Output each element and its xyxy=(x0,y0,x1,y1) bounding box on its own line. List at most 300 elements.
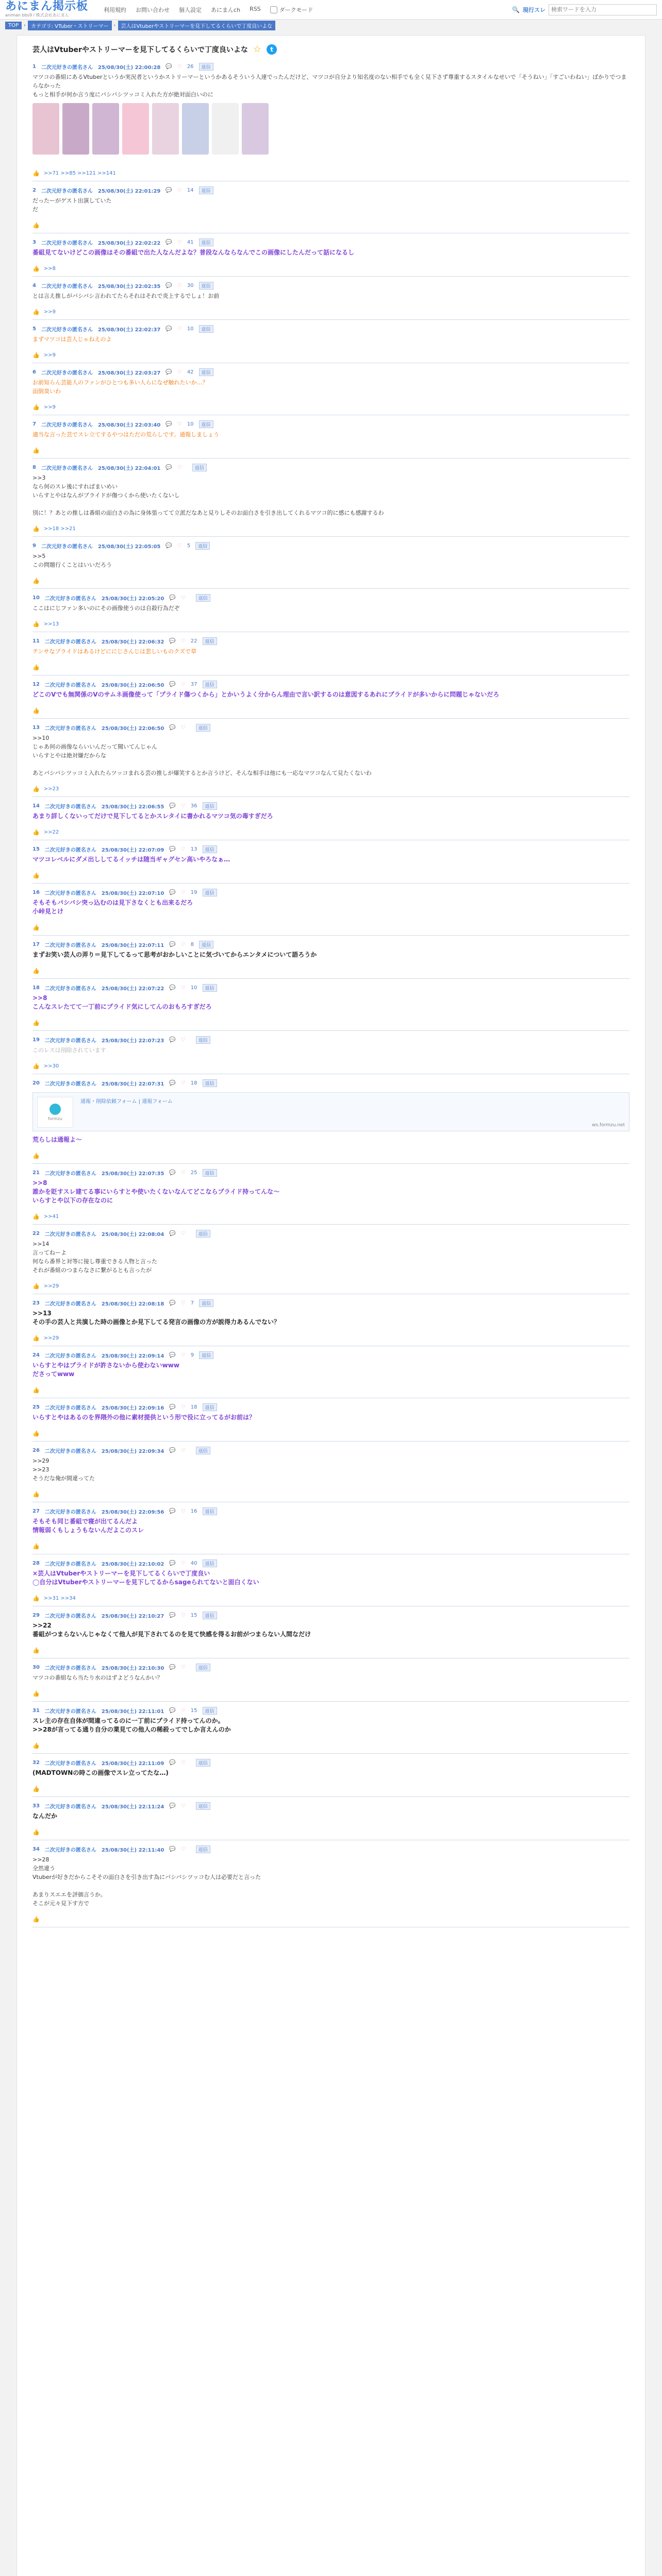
good-heart-icon[interactable]: ♡ xyxy=(180,1665,186,1670)
good-heart-icon[interactable]: ♡ xyxy=(177,369,182,375)
main-nav xyxy=(104,6,512,14)
post-number[interactable]: 12 xyxy=(32,682,40,687)
good-heart-icon[interactable]: ♡ xyxy=(180,890,186,895)
post xyxy=(32,797,630,840)
thumbs-up-icon[interactable]: 👍 xyxy=(32,578,40,584)
post xyxy=(32,936,630,979)
thumbs-up-icon[interactable]: 👍 xyxy=(32,621,40,628)
post-date: 25/08/30(土) 22:06:50 xyxy=(101,726,164,732)
post-number[interactable]: 10 xyxy=(32,595,40,601)
reply-button[interactable]: 返信 xyxy=(199,1351,213,1359)
good-heart-icon[interactable]: ♡ xyxy=(177,465,182,470)
reply-count-icon: 💬 xyxy=(166,465,172,470)
post-body: >>22 番組がつまらないんじゃなくて他人が見下されてるのを見て快感を得るお前がつまらない人間なだけ xyxy=(32,1622,311,1638)
thumbs-up-icon[interactable]: 👍 xyxy=(32,1335,40,1342)
post-body: そもそもバシバシ突っ込むのは見下さなくとも出来るだろ 小峠見とけ xyxy=(32,899,193,915)
reply-button[interactable]: 返信 xyxy=(203,1169,217,1177)
post-body: あまり詳しくないってだけで見下してるとかスレタイに書かれるマツコ気の毒すぎだろ xyxy=(32,812,273,820)
reply-button[interactable]: 返信 xyxy=(196,724,210,732)
post-date: 25/08/30(土) 22:09:14 xyxy=(101,1353,164,1359)
good-heart-icon[interactable]: ♡ xyxy=(180,1613,186,1618)
logo-subtitle: animan bbs9 / 株式会社あにまん xyxy=(5,13,69,18)
post-number[interactable]: 14 xyxy=(32,803,40,809)
post-author: 二次元好きの匿名さん xyxy=(41,466,93,471)
reply-count-icon: 💬 xyxy=(169,985,176,991)
favorite-star-icon[interactable]: ☆ xyxy=(253,44,262,55)
good-heart-icon[interactable]: ♡ xyxy=(180,1448,186,1453)
post-body: とは言え推しがバシバシ言われてたらそれはそれで炎上するでしょ！お前 xyxy=(32,293,220,299)
post-footer xyxy=(32,707,630,714)
good-heart-icon[interactable]: ♡ xyxy=(177,64,182,70)
post-author: 二次元好きの匿名さん xyxy=(44,1405,96,1411)
post-body: どこのVでも無関係のVのサムネ画像使って「プライド傷つくから」とかいうよく分からん理由で言い訳するのは意図するあれにプライドが多いからに問題じゃないだろ xyxy=(32,691,500,698)
reply-count-icon: 💬 xyxy=(166,64,172,70)
post-body: >>28 全然違う Vtuberが好きだからこそその面白さを引き出す為にバシバシツッコむ人は必要だと言った あまりスエエを評価言うか。 そこが元々見下す方で xyxy=(32,1856,261,1907)
post-number[interactable]: 17 xyxy=(32,942,40,947)
good-count: 40 xyxy=(190,1561,197,1566)
op-image[interactable] xyxy=(62,103,89,155)
reply-anchors[interactable]: >>8 xyxy=(43,266,56,272)
post-number[interactable]: 32 xyxy=(32,1760,40,1766)
reply-anchors[interactable]: >>18 >>21 xyxy=(43,526,76,532)
good-count: 18 xyxy=(190,1080,197,1086)
reply-anchors[interactable]: >>29 xyxy=(43,1283,59,1289)
breadcrumb-top[interactable]: TOP xyxy=(5,22,22,29)
thumbs-up-icon[interactable]: 👍 xyxy=(32,404,40,411)
post-body: 適当な言った芸でスレ立てするやつはただの荒らしです。通報しましょう xyxy=(32,431,220,438)
reply-button[interactable]: 返信 xyxy=(199,941,213,948)
reply-button[interactable]: 返信 xyxy=(203,889,217,896)
post-date: 25/08/30(土) 22:07:31 xyxy=(101,1081,164,1087)
reply-count-icon: 💬 xyxy=(166,543,172,549)
reply-button[interactable]: 返信 xyxy=(203,802,217,810)
thumbs-up-icon[interactable]: 👍 xyxy=(32,170,40,177)
reply-anchors[interactable]: >>9 xyxy=(43,309,56,315)
post-header xyxy=(32,239,630,246)
post-number[interactable]: 16 xyxy=(32,890,40,895)
thumbs-up-icon[interactable]: 👍 xyxy=(32,1020,40,1026)
post-date: 25/08/30(土) 22:06:50 xyxy=(101,683,164,688)
post-number[interactable]: 5 xyxy=(32,326,36,332)
search-scope[interactable]: 現行スレ xyxy=(523,6,545,13)
reply-anchors[interactable]: >>71 >>85 >>121 >>141 xyxy=(43,171,116,176)
thumbs-up-icon[interactable]: 👍 xyxy=(32,352,40,359)
twitter-share-icon[interactable]: t xyxy=(267,44,277,55)
post-number[interactable]: 24 xyxy=(32,1352,40,1358)
reply-button[interactable]: 返信 xyxy=(203,845,217,853)
post-footer xyxy=(32,404,630,411)
reply-button[interactable]: 返信 xyxy=(203,681,217,688)
post-number[interactable]: 19 xyxy=(32,1037,40,1043)
card-domain: ws.formzu.net xyxy=(592,1123,625,1128)
reply-count-icon: 💬 xyxy=(169,725,176,731)
post-author: 二次元好きの匿名さん xyxy=(44,1562,96,1567)
good-count: 9 xyxy=(190,1352,194,1358)
post-number[interactable]: 9 xyxy=(32,543,36,549)
reply-button[interactable]: 返信 xyxy=(203,1507,217,1515)
thumbs-up-icon[interactable]: 👍 xyxy=(32,222,40,229)
site-logo[interactable] xyxy=(5,1,88,18)
good-heart-icon[interactable]: ♡ xyxy=(180,638,186,644)
post-author: 二次元好きの匿名さん xyxy=(44,1232,96,1238)
breadcrumb-category[interactable]: カテゴリ: VTuber・ストリーマー xyxy=(28,21,112,30)
post-header xyxy=(32,1036,630,1044)
post-number[interactable]: 15 xyxy=(32,846,40,852)
post xyxy=(32,1606,630,1658)
thumbs-up-icon[interactable]: 👍 xyxy=(32,1283,40,1290)
thumbs-up-icon[interactable]: 👍 xyxy=(32,968,40,974)
breadcrumb-separator-icon: › xyxy=(113,22,116,28)
thumbs-up-icon[interactable]: 👍 xyxy=(32,1491,40,1498)
post xyxy=(32,320,630,363)
post-number[interactable]: 29 xyxy=(32,1613,40,1618)
post-number[interactable]: 30 xyxy=(32,1665,40,1670)
post-number[interactable]: 2 xyxy=(32,188,36,193)
post-body: まずお笑い芸人の弄り＝見下してるって思考がおかしいことに気づいてからエンタメについて語ろうか xyxy=(32,951,317,958)
post-footer xyxy=(32,222,630,229)
post-header xyxy=(32,420,630,428)
op-image[interactable] xyxy=(92,103,119,155)
post-footer xyxy=(32,447,630,454)
reply-button[interactable]: 返信 xyxy=(203,1079,217,1087)
thumbs-up-icon[interactable]: 👍 xyxy=(32,1595,40,1602)
reply-button[interactable]: 返信 xyxy=(196,1845,210,1853)
good-heart-icon[interactable]: ♡ xyxy=(180,725,186,731)
reply-button[interactable]: 返信 xyxy=(196,1447,210,1454)
reply-anchors[interactable]: >>31 >>34 xyxy=(43,1596,76,1601)
thumbs-up-icon[interactable]: 👍 xyxy=(32,447,40,454)
thumbs-up-icon[interactable]: 👍 xyxy=(32,309,40,315)
thumbs-up-icon[interactable]: 👍 xyxy=(32,1690,40,1697)
post-header xyxy=(32,1447,630,1454)
post-date: 25/08/30(土) 22:09:56 xyxy=(101,1510,164,1515)
post-footer xyxy=(32,1690,630,1697)
post-number[interactable]: 18 xyxy=(32,985,40,991)
thumbs-up-icon[interactable]: 👍 xyxy=(32,664,40,671)
reply-count-icon: 💬 xyxy=(169,846,176,852)
good-heart-icon[interactable]: ♡ xyxy=(180,1708,186,1714)
good-heart-icon[interactable]: ♡ xyxy=(177,188,182,193)
post-number[interactable]: 25 xyxy=(32,1404,40,1410)
reply-anchors[interactable]: >>41 xyxy=(43,1214,59,1219)
post xyxy=(32,1502,630,1554)
post-number[interactable]: 34 xyxy=(32,1846,40,1852)
post-author: 二次元好きの匿名さん xyxy=(44,1038,96,1044)
post-date: 25/08/30(土) 22:02:35 xyxy=(97,284,161,290)
thumbs-up-icon[interactable]: 👍 xyxy=(32,1213,40,1220)
post-footer xyxy=(32,1063,630,1070)
op-image[interactable] xyxy=(182,103,209,155)
good-heart-icon[interactable]: ♡ xyxy=(180,803,186,809)
post-body: 番組見てないけどこの画像はその番組で出た人なんだよな？普段なんならなんでこの画像にしたんだって話になるし xyxy=(32,249,355,256)
post-body: いらすとやはあるのを界隈外の他に素材提供という形で役に立ってるがお前は？ xyxy=(32,1414,256,1421)
reply-button[interactable]: 返信 xyxy=(196,1664,210,1671)
post-author: 二次元好きの匿名さん xyxy=(44,683,96,688)
post-author: 二次元好きの匿名さん xyxy=(44,1761,96,1767)
reply-anchors[interactable]: >>9 xyxy=(43,404,56,410)
post-author: 二次元好きの匿名さん xyxy=(44,1353,96,1359)
post-header xyxy=(32,542,630,550)
thumbs-up-icon[interactable]: 👍 xyxy=(32,924,40,931)
good-count: 25 xyxy=(190,1170,197,1176)
post-author: 二次元好きの匿名さん xyxy=(44,726,96,732)
post-header xyxy=(32,1169,630,1177)
good-heart-icon[interactable]: ♡ xyxy=(180,682,186,687)
good-count: 14 xyxy=(187,188,194,193)
reply-count-icon: 💬 xyxy=(169,1561,176,1566)
good-heart-icon[interactable]: ♡ xyxy=(180,1803,186,1809)
reply-anchors[interactable]: >>23 xyxy=(43,786,59,792)
post-header xyxy=(32,1612,630,1619)
op-image[interactable] xyxy=(242,103,269,155)
reply-button[interactable]: 返信 xyxy=(196,1759,210,1767)
good-heart-icon[interactable]: ♡ xyxy=(180,1352,186,1358)
post xyxy=(32,1074,630,1164)
post-number[interactable]: 22 xyxy=(32,1231,40,1236)
post xyxy=(32,1840,630,1927)
post-header xyxy=(32,724,630,732)
good-count: 26 xyxy=(187,64,194,70)
good-count: 36 xyxy=(190,803,197,809)
reply-button[interactable]: 返信 xyxy=(199,282,213,290)
post-number[interactable]: 3 xyxy=(32,240,36,245)
good-heart-icon[interactable]: ♡ xyxy=(180,1404,186,1410)
reply-button[interactable]: 返信 xyxy=(192,464,207,471)
thread-title-row xyxy=(32,44,630,55)
thumbs-up-icon[interactable]: 👍 xyxy=(32,786,40,792)
post-footer xyxy=(32,968,630,974)
formzu-logo-icon xyxy=(49,1104,61,1115)
nav-settings[interactable]: 個人設定 xyxy=(179,6,202,13)
thumbs-up-icon[interactable]: 👍 xyxy=(32,1387,40,1394)
reply-button[interactable]: 返信 xyxy=(199,187,213,194)
reply-button[interactable]: 返信 xyxy=(199,239,213,246)
reply-button[interactable]: 返信 xyxy=(203,1612,217,1619)
good-heart-icon[interactable]: ♡ xyxy=(180,1561,186,1566)
post-header xyxy=(32,1079,630,1087)
reply-button[interactable]: 返信 xyxy=(203,1403,217,1411)
formzu-logo xyxy=(37,1097,73,1128)
link-card[interactable] xyxy=(32,1092,630,1131)
reply-count-icon: 💬 xyxy=(169,1846,176,1852)
reply-anchors[interactable]: >>22 xyxy=(43,829,59,835)
thumbs-up-icon[interactable]: 👍 xyxy=(32,1916,40,1923)
post-footer xyxy=(32,1647,630,1654)
reply-button[interactable]: 返信 xyxy=(196,1036,210,1044)
reply-button[interactable]: 返信 xyxy=(196,1230,210,1238)
good-count: 10 xyxy=(190,985,197,991)
reply-button[interactable]: 返信 xyxy=(203,1560,217,1567)
post-number[interactable]: 33 xyxy=(32,1803,40,1809)
post-header xyxy=(32,984,630,992)
post-number[interactable]: 6 xyxy=(32,369,36,375)
post-body: まずマツコは芸人じゃねえのよ xyxy=(32,336,112,343)
post-date: 25/08/30(土) 22:07:35 xyxy=(101,1171,164,1177)
post-footer xyxy=(32,1491,630,1498)
thumbs-up-icon[interactable]: 👍 xyxy=(32,1742,40,1749)
thumbs-up-icon[interactable]: 👍 xyxy=(32,1430,40,1437)
reply-button[interactable]: 返信 xyxy=(203,1707,217,1715)
thumbs-up-icon[interactable]: 👍 xyxy=(32,872,40,879)
post-date: 25/08/30(土) 22:11:09 xyxy=(101,1761,164,1767)
reply-button[interactable]: 返信 xyxy=(199,63,213,71)
post-body: (MADTOWNの時この画像でスレ立ってたな…) xyxy=(32,1769,169,1776)
post xyxy=(32,1031,630,1074)
post-header xyxy=(32,889,630,896)
reply-anchors[interactable]: >>29 xyxy=(43,1335,59,1341)
post-header xyxy=(32,1802,630,1810)
thumbs-up-icon[interactable]: 👍 xyxy=(32,1786,40,1792)
reply-button[interactable]: 返信 xyxy=(199,1299,213,1307)
good-heart-icon[interactable]: ♡ xyxy=(180,595,186,601)
post-author: 二次元好きの匿名さん xyxy=(44,943,96,948)
good-heart-icon[interactable]: ♡ xyxy=(180,1760,186,1766)
reply-button[interactable]: 返信 xyxy=(199,368,213,376)
post-footer xyxy=(32,1283,630,1290)
good-heart-icon[interactable]: ♡ xyxy=(177,326,182,332)
post-header xyxy=(32,1759,630,1767)
reply-anchors[interactable]: >>13 xyxy=(43,621,59,627)
post-header xyxy=(32,1230,630,1238)
post-number[interactable]: 11 xyxy=(32,638,40,644)
good-heart-icon[interactable]: ♡ xyxy=(177,543,182,549)
reply-count-icon: 💬 xyxy=(169,1170,176,1176)
post-number[interactable]: 28 xyxy=(32,1561,40,1566)
post-author: 二次元好きの匿名さん xyxy=(44,891,96,896)
thumbs-up-icon[interactable]: 👍 xyxy=(32,526,40,532)
post-footer xyxy=(32,170,630,177)
post-date: 25/08/30(土) 22:05:05 xyxy=(97,544,161,550)
nav-rss[interactable]: RSS xyxy=(250,5,261,12)
op-image[interactable] xyxy=(152,103,179,155)
reply-button[interactable]: 返信 xyxy=(199,325,213,333)
good-heart-icon[interactable]: ♡ xyxy=(180,1080,186,1086)
post-number[interactable]: 8 xyxy=(32,465,36,470)
good-heart-icon[interactable]: ♡ xyxy=(180,1300,186,1306)
post xyxy=(32,1294,630,1346)
thumbs-up-icon[interactable]: 👍 xyxy=(32,829,40,836)
reply-button[interactable]: 返信 xyxy=(199,420,213,428)
post-header xyxy=(32,681,630,688)
post-number[interactable]: 7 xyxy=(32,421,36,427)
post-number[interactable]: 1 xyxy=(32,64,36,70)
nav-animanch[interactable]: あにまんch xyxy=(211,6,241,13)
post-number[interactable]: 31 xyxy=(32,1708,40,1714)
nav-contact[interactable]: お問い合わせ xyxy=(136,6,170,13)
reply-button[interactable]: 返信 xyxy=(196,594,210,602)
reply-button[interactable]: 返信 xyxy=(196,1802,210,1810)
reply-count-icon: 💬 xyxy=(169,1352,176,1358)
reply-button[interactable]: 返信 xyxy=(203,637,217,645)
thumbs-up-icon[interactable]: 👍 xyxy=(32,1829,40,1836)
good-count: 19 xyxy=(190,890,197,895)
post-date: 25/08/30(土) 22:02:37 xyxy=(97,327,161,333)
post-footer xyxy=(32,829,630,836)
good-heart-icon[interactable]: ♡ xyxy=(180,985,186,991)
breadcrumb-thread[interactable]: 芸人はVtuberやストリーマーを見下してるくらいで丁度良いよな xyxy=(118,21,276,30)
post-number[interactable]: 23 xyxy=(32,1300,40,1306)
post xyxy=(32,632,630,675)
post xyxy=(32,58,630,181)
dark-mode-label: ダークモード xyxy=(279,6,313,13)
op-image[interactable] xyxy=(122,103,149,155)
good-heart-icon[interactable]: ♡ xyxy=(180,942,186,947)
good-heart-icon[interactable]: ♡ xyxy=(177,283,182,289)
thumbs-up-icon[interactable]: 👍 xyxy=(32,707,40,714)
reply-button[interactable]: 返信 xyxy=(195,542,210,550)
good-heart-icon[interactable]: ♡ xyxy=(177,240,182,245)
post-number[interactable]: 20 xyxy=(32,1080,40,1086)
post xyxy=(32,1797,630,1840)
post-footer xyxy=(32,1916,630,1923)
post-footer xyxy=(32,924,630,931)
post-number[interactable]: 13 xyxy=(32,725,40,731)
post-header xyxy=(32,1560,630,1567)
reply-anchors[interactable]: >>30 xyxy=(43,1063,59,1069)
post xyxy=(32,363,630,415)
good-heart-icon[interactable]: ♡ xyxy=(180,1037,186,1043)
thumbs-up-icon[interactable]: 👍 xyxy=(32,1647,40,1654)
reply-count-icon: 💬 xyxy=(166,326,172,332)
reply-count-icon: 💬 xyxy=(169,1803,176,1809)
post-body: いらすとやはプライドが許さないから使わないwww ださってwww xyxy=(32,1362,179,1378)
op-image[interactable] xyxy=(212,103,239,155)
post-header xyxy=(32,845,630,853)
card-title[interactable]: 通報・削除依頼フォーム | 通報フォーム xyxy=(80,1099,173,1105)
thumbs-up-icon[interactable]: 👍 xyxy=(32,1153,40,1159)
post-author: 二次元好きの匿名さん xyxy=(41,544,93,550)
post-number[interactable]: 26 xyxy=(32,1448,40,1453)
good-count: 22 xyxy=(190,638,197,644)
reply-count-icon: 💬 xyxy=(166,421,172,427)
breadcrumb-separator-icon: › xyxy=(24,22,26,28)
dark-mode-toggle[interactable] xyxy=(270,6,313,14)
reply-anchors[interactable]: >>9 xyxy=(43,352,56,358)
good-heart-icon[interactable]: ♡ xyxy=(177,421,182,427)
post-date: 25/08/30(土) 22:09:16 xyxy=(101,1405,164,1411)
logo-title: あにまん掲示板 xyxy=(5,0,89,13)
thumbs-up-icon[interactable]: 👍 xyxy=(32,265,40,272)
post-number[interactable]: 27 xyxy=(32,1509,40,1514)
post-date: 25/08/30(土) 22:11:40 xyxy=(101,1848,164,1853)
good-heart-icon[interactable]: ♡ xyxy=(180,846,186,852)
op-image[interactable] xyxy=(32,103,59,155)
search-input[interactable] xyxy=(549,4,657,15)
reply-count-icon: 💬 xyxy=(166,188,172,193)
thumbs-up-icon[interactable]: 👍 xyxy=(32,1543,40,1550)
dark-mode-checkbox[interactable] xyxy=(270,6,277,13)
reply-count-icon: 💬 xyxy=(166,240,172,245)
reply-button[interactable]: 返信 xyxy=(203,984,217,992)
post-number[interactable]: 21 xyxy=(32,1170,40,1176)
good-count: 30 xyxy=(187,283,194,289)
search-area xyxy=(512,4,657,15)
post-header xyxy=(32,594,630,602)
thumbs-up-icon[interactable]: 👍 xyxy=(32,1063,40,1070)
good-heart-icon[interactable]: ♡ xyxy=(180,1170,186,1176)
good-count: 7 xyxy=(190,1300,194,1306)
post-footer xyxy=(32,578,630,584)
post-body: マツコレベルにダメ出ししてるイッチは随当ギャグセン高いやろなぁ… xyxy=(32,856,230,863)
nav-terms[interactable]: 利用規約 xyxy=(104,6,127,13)
post-author: 二次元好きの匿名さん xyxy=(41,370,93,376)
post-footer xyxy=(32,352,630,359)
post-date: 25/08/30(土) 22:11:01 xyxy=(101,1709,164,1715)
good-heart-icon[interactable]: ♡ xyxy=(180,1509,186,1514)
good-heart-icon[interactable]: ♡ xyxy=(180,1846,186,1852)
good-heart-icon[interactable]: ♡ xyxy=(180,1231,186,1236)
post-number[interactable]: 4 xyxy=(32,283,36,289)
